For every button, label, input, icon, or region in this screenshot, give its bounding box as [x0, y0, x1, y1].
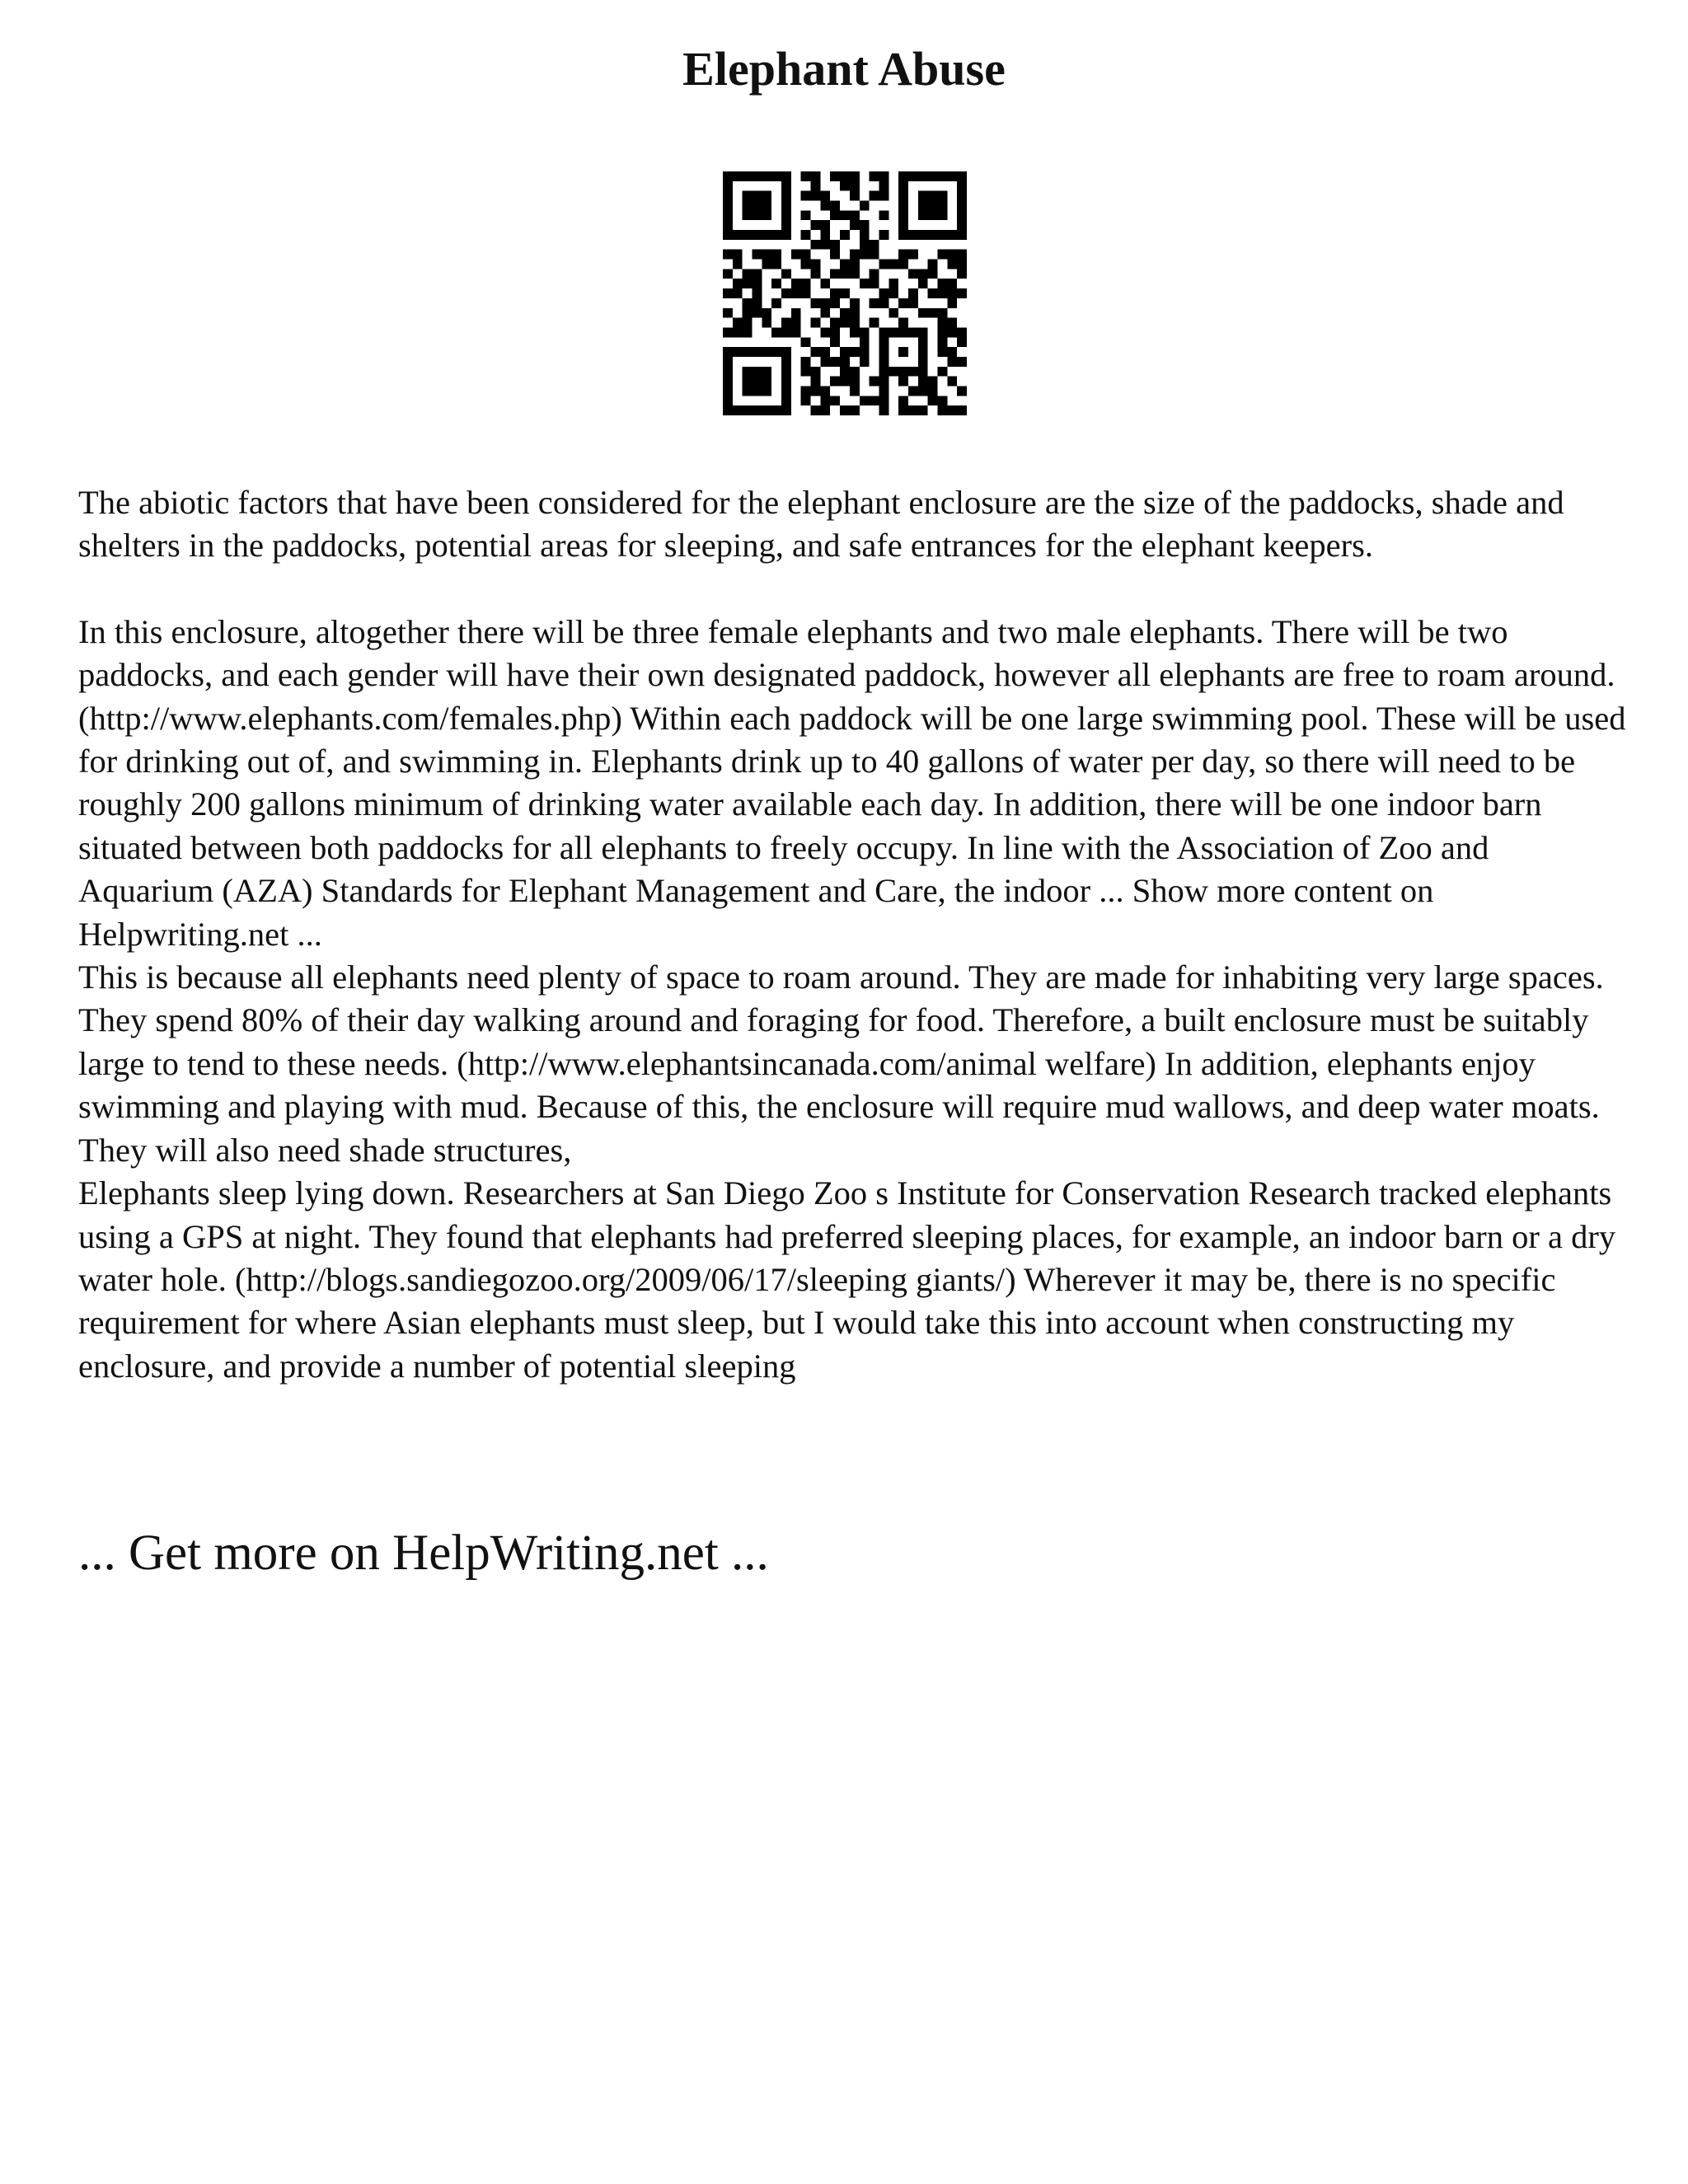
paragraph-abiotic-factors: The abiotic factors that have been considered for the elephant enclosure are the size of the paddocks, shade and shelters in the paddocks, potential areas for sleeping, and safe entrances for the elephant keepers.: [78, 484, 1564, 565]
paragraph-space-needs: This is because all elephants need plenty of space to roam around. They are made for inhabiting very large spaces. They spend 80% of their day walking around and foraging for food. Therefore, a built enclosure must be suitably large to tend to these needs. (http://www.elephantsincanada.com/animal welfare) In addition, elephants enjoy swimming and playing with mud. Because of this, the enclosure will require mud wallows, and deep water moats. They will also need shade structures,: [78, 958, 1604, 1169]
paragraph-sleeping: Elephants sleep lying down. Researchers at San Diego Zoo s Institute for Conservation Research tracked elephants using a GPS at night. They found that elephants had preferred sleeping places, for example, an indoor barn or a dry water hole. (http://blogs.sandiegozoo.org/2009/06/17/sleeping giants/) Wherever it may be, there is no specific requirement for where Asian elephants must sleep, but I would take this into account when constructing my enclosure, and provide a number of potential sleeping: [78, 1174, 1616, 1385]
paragraph-enclosure-layout: In this enclosure, altogether there will be three female elephants and two male elephants. There will be two paddocks, and each gender will have their own designated paddock, however all elephants are free to roam around. (http://www.elephants.com/females.php) Within each paddock will be one large swimming pool. These will be used for drinking out of, and swimming in. Elephants drink up to 40 gallons of water per day, so there will need to be roughly 200 gallons minimum of drinking water available each day. In addition, there will be one indoor barn situated between both paddocks for all elephants to freely occupy. In line with the Association of Zoo and Aquarium (AZA) Standards for Elephant Management and Care, the indoor ... Show more content on Helpwriting.net ...: [78, 612, 1626, 953]
get-more-link[interactable]: ... Get more on HelpWriting.net ...: [78, 1526, 769, 1581]
qr-code-graphic: [723, 171, 967, 415]
page-title: Elephant Abuse: [682, 42, 1006, 96]
article-body: [78, 481, 1628, 1388]
qr-code-icon: [723, 171, 967, 415]
